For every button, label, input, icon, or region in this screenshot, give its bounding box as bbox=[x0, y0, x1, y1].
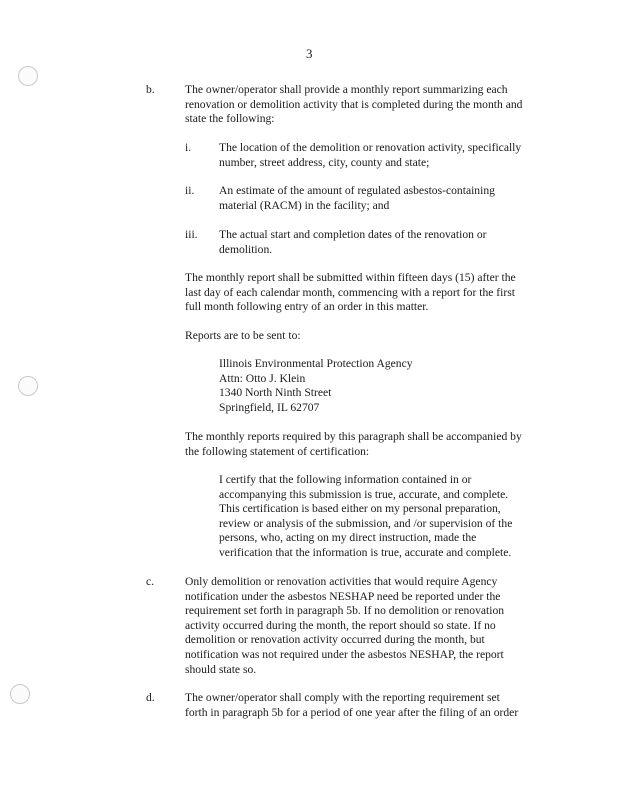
subitem-iii-text bbox=[219, 228, 487, 257]
subitem-line: demolition. bbox=[219, 242, 273, 256]
certification-intro-line: the following statement of certification: bbox=[185, 444, 370, 458]
item-d-line: forth in paragraph 5b for a period of one year after the filing of an order bbox=[185, 705, 519, 719]
subitem-line: The location of the demolition or renovation activity, specifically bbox=[219, 141, 522, 154]
punch-hole-middle bbox=[18, 376, 38, 396]
certification-statement bbox=[219, 473, 512, 561]
mailing-address bbox=[219, 357, 413, 415]
item-c-line: should state so. bbox=[185, 662, 257, 676]
item-d-text bbox=[185, 691, 518, 720]
subitem-i-text bbox=[219, 141, 521, 170]
deadline-line: last day of each calendar month, commencing with a report for the first bbox=[185, 285, 515, 299]
item-b-text bbox=[185, 83, 522, 127]
report-deadline-paragraph bbox=[185, 271, 516, 315]
item-c-line: demolition or renovation activity occurred during the month, but bbox=[185, 633, 485, 647]
subitem-line: material (RACM) in the facility; and bbox=[219, 198, 390, 212]
item-c-label: c. bbox=[146, 575, 155, 588]
address-line: Attn: Otto J. Klein bbox=[219, 371, 306, 385]
certification-intro-line: The monthly reports required by this paragraph shall be accompanied by bbox=[185, 430, 522, 443]
certification-line: persons, who, acting on my direct instruction, made the bbox=[219, 531, 477, 545]
subitem-line: An estimate of the amount of regulated asbestos-containing bbox=[219, 184, 495, 197]
page-number: 3 bbox=[306, 46, 313, 61]
subitem-ii-text bbox=[219, 184, 495, 213]
item-b-line: renovation or demolition activity that is completed during the month and bbox=[185, 97, 523, 111]
deadline-line: The monthly report shall be submitted within fifteen days (15) after the bbox=[185, 271, 516, 284]
certification-line: review or analysis of the submission, and /or supervision of the bbox=[219, 516, 513, 530]
subitem-iii-label: iii. bbox=[185, 228, 198, 241]
address-line: Springfield, IL 62707 bbox=[219, 400, 320, 414]
certification-intro bbox=[185, 430, 522, 459]
address-line: Illinois Environmental Protection Agency bbox=[219, 357, 413, 370]
address-line: 1340 North Ninth Street bbox=[219, 386, 332, 400]
subitem-ii-label: ii. bbox=[185, 184, 195, 197]
subitem-i-label: i. bbox=[185, 141, 192, 154]
item-c-text bbox=[185, 575, 504, 677]
item-c-line: notification under the asbestos NESHAP need be reported under the bbox=[185, 589, 501, 603]
punch-hole-bottom bbox=[10, 684, 30, 704]
subitem-line: The actual start and completion dates of the renovation or bbox=[219, 228, 487, 241]
item-c-line: Only demolition or renovation activities that would require Agency bbox=[185, 575, 498, 588]
reports-sent-to: Reports are to be sent to: bbox=[185, 329, 301, 342]
item-c-line: requirement set forth in paragraph 5b. If no demolition or renovation bbox=[185, 604, 505, 618]
item-d-label: d. bbox=[146, 691, 155, 704]
subitem-line: number, street address, city, county and state; bbox=[219, 155, 430, 169]
certification-line: verification that the information is true, accurate and complete. bbox=[219, 545, 512, 559]
item-c-line: activity occurred during the month, the report should so state. If no bbox=[185, 618, 496, 632]
item-d-line: The owner/operator shall comply with the reporting requirement set bbox=[185, 691, 500, 704]
certification-line: accompanying this submission is true, accurate, and complete. bbox=[219, 487, 509, 501]
certification-line: I certify that the following information contained in or bbox=[219, 473, 472, 486]
item-b-line: The owner/operator shall provide a monthly report summarizing each bbox=[185, 83, 508, 96]
item-b-label: b. bbox=[146, 83, 155, 96]
item-b-line: state the following: bbox=[185, 112, 275, 126]
punch-hole-top bbox=[18, 66, 38, 86]
item-c-line: notification was not required under the asbestos NESHAP, the report bbox=[185, 647, 504, 661]
deadline-line: full month following entry of an order in this matter. bbox=[185, 300, 429, 314]
certification-line: This certification is based either on my personal preparation, bbox=[219, 502, 501, 516]
